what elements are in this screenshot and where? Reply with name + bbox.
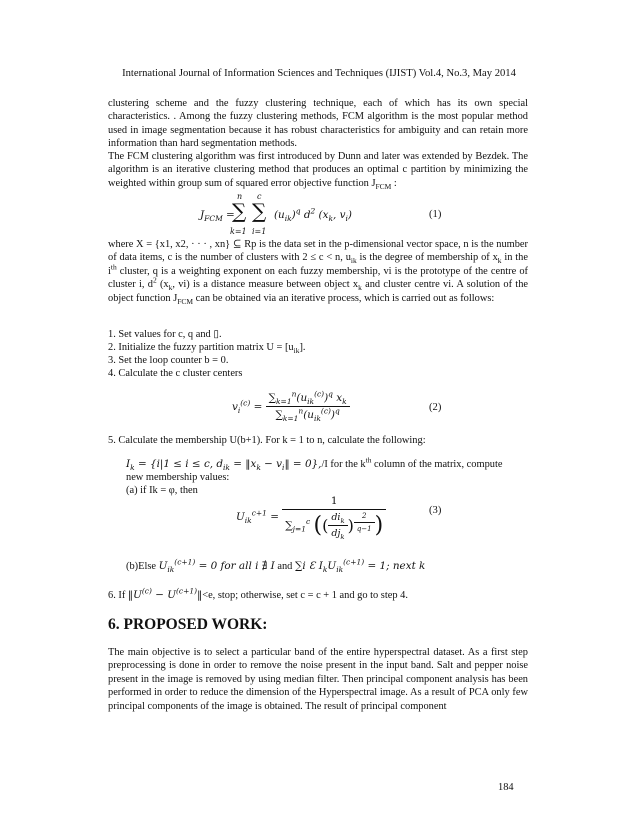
jfcm-subscript: FCM	[375, 181, 392, 191]
eq1-outer-sum-bottom: k=1	[230, 227, 247, 236]
eq2-denominator: $\sum_{k=1}^n(u_{ik}^{(c)})^q$	[275, 406, 340, 424]
eq1-inner-sum: ∑	[252, 199, 267, 223]
case-b-math-2: ∑i Ɛ $I_kU_{ik}^{(c+1)} = 1$; next k	[294, 557, 426, 575]
eq3-exponent: $\frac{2}{q-1}$	[354, 512, 375, 533]
equation-1-number: (1)	[429, 209, 442, 220]
running-header: International Journal of Information Sciences and Techniques (IJIST) Vol.4, No.3, May 2014	[122, 68, 516, 79]
eq2-fraction	[266, 389, 350, 424]
step-4: 4. Calculate the c cluster centers	[108, 368, 243, 379]
eq1-body: $(u_{ik})^q$ $d^2$ ($x_k$, $v_i$)	[274, 206, 352, 224]
paragraph-fcm-history	[108, 150, 528, 190]
eq1-outer-sum-top: n	[237, 192, 243, 201]
step-2: 2. Initialize the fuzzy partition matrix $U = [u_{ik}]$.	[108, 342, 306, 356]
eq1-inner-sum-top: c	[257, 192, 262, 201]
case-b-math: $U_{ik}^{(c+1)} = 0$ for all i ∄ I	[158, 557, 275, 575]
step-1: 1. Set values for c, q and ▯.	[108, 329, 222, 340]
paragraph-proposed-work: The main objective is to select a particular band of the entire hyperspectral dataset. As a first step preprocessing is done in order to remove the noise present in the input band. Salt and pepper noise present in the image is removed by using median filter. Then principal component analysis has been performed in order to reduce the dimension of the Hyperspectral image. As a result of PCA only few principal components of the image is obtained. The result of principal component	[108, 647, 528, 712]
eq1-lhs: $J_{FCM}$ =	[200, 209, 235, 224]
ik-definition-text: /I for the $k^{th}$ column of the matrix, compute	[321, 455, 503, 470]
eq1-outer-sum: ∑	[232, 199, 247, 223]
equation-2-number: (2)	[429, 402, 442, 413]
paragraph-fcm-intro: clustering scheme and the fuzzy clustering technique, each of which has its own special characteristics. . Among the fuzzy clustering methods, FCM algorithm is the most popular method used in image segmentation because it has robust characteristics for ambiguity and can retain more information than hard segmentation methods.	[108, 98, 528, 150]
case-b-and: and	[274, 561, 295, 572]
eq3-lhs: $U_{ik}^{c+1}$ =	[236, 508, 279, 526]
equation-3-number: (3)	[429, 505, 442, 516]
eq3-inner-fraction: $\frac{di_k}{dj_k}$	[328, 512, 347, 539]
colon-text: :	[391, 177, 397, 189]
eq1-inner-sum-bottom: i=1	[252, 227, 267, 236]
new-membership-text: new membership values:	[126, 472, 230, 483]
step-3: 3. Set the loop counter b = 0.	[108, 355, 229, 366]
ik-definition	[126, 455, 528, 473]
eq2-numerator: $\sum_{k=1}^n(u_{ik}^{(c)})^q$ $x_k$	[266, 392, 350, 407]
eq3-denominator: $\sum_{j=1}^c$ (( $\frac{di_k}{dj_k}$ ) $\frac{2}{q-1}$ )	[285, 512, 384, 541]
equation-2	[232, 389, 350, 424]
case-b-prefix: (b)Else	[126, 561, 159, 572]
case-a-text: (a) if Ik = φ, then	[126, 485, 198, 496]
page-number: 184	[498, 782, 514, 793]
paragraph-variables: where X = {x1, x2, · · · , xn} ⊆ Rp is the data set in the p-dimensional vector space, n is the number of data items, c is the number of clusters with 2 ≤ c < n, $u_{ik}$ is the degree of membership of $x_k$ in the $i^{th}$ cluster, q is a weighting exponent on each fuzzy membership, vi is the prototype of the centre of cluster i, $d^2$ ($x_k$, vi) is a distance measure between object $x_k$ and cluster centre vi. A solution of the object function $J_{FCM}$ can be obtained via an iterative process, which is carried out as follows:	[108, 239, 529, 306]
equation-3	[236, 495, 386, 539]
eq3-numerator: 1	[282, 495, 386, 510]
ik-definition-math: $I_k = \{i|1 \le i \le c$, $d_{ik}$ = $‖x_k$ − $v_i‖ = 0$},	[126, 458, 322, 473]
paragraph-fcm-history-text: The FCM clustering algorithm was first introduced by Dunn and later was extended by Bezdek. The algorithm is an iterative clustering method that produces an optimal c partition by minimizing the weighted within group sum of squared error objective function J	[108, 151, 528, 189]
step-5: 5. Calculate the membership U(b+1). For k = 1 to n, calculate the following:	[108, 435, 426, 446]
section-heading-proposed-work: 6. PROPOSED WORK:	[108, 616, 268, 633]
eq2-lhs: $v_i^{(c)}$ =	[232, 398, 263, 415]
eq3-fraction	[282, 495, 386, 539]
case-b	[126, 557, 546, 575]
step-6: 6. If $‖U^{(c)}$ − $U^{(c+1)}‖<e$, stop; otherwise, set c = c + 1 and go to step 4.	[108, 586, 408, 601]
